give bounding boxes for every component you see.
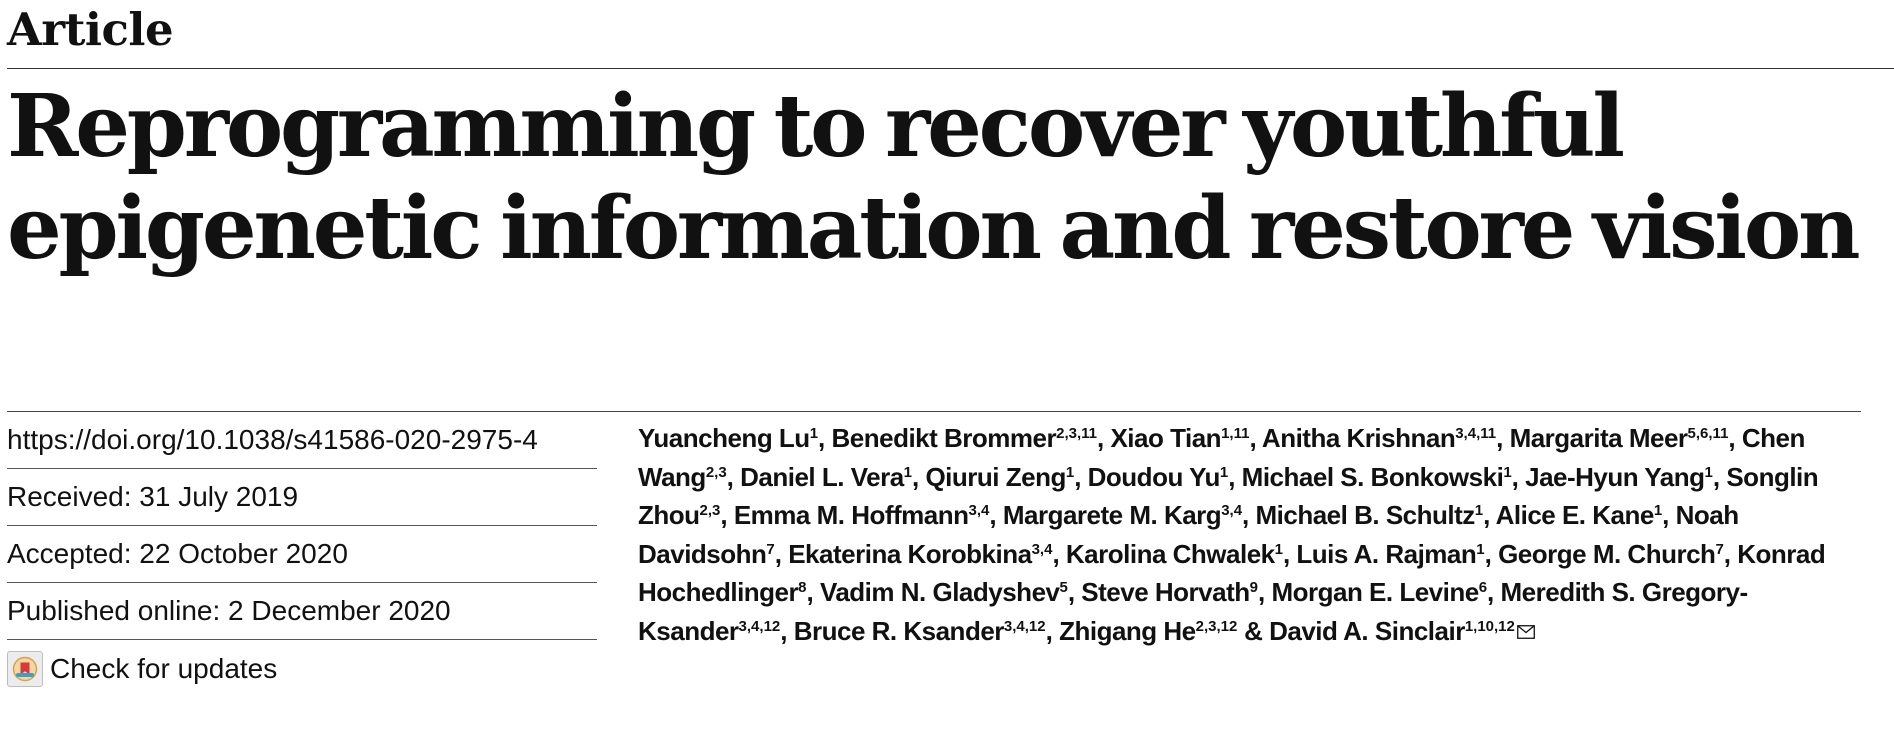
author-affiliation: 1,10,12 [1464,617,1515,635]
author-name[interactable]: Karolina Chwalek [1065,538,1275,569]
author-item[interactable] [1510,423,1729,453]
author-separator: , [1496,423,1510,453]
author-item[interactable] [1256,500,1484,530]
author-affiliation: 3,4 [1031,540,1053,558]
author-name[interactable]: David A. Sinclair [1269,615,1465,646]
author-affiliation: 5 [1059,579,1068,596]
accepted-date: Accepted: 22 October 2020 [7,538,348,569]
author-affiliation: 1 [1704,463,1713,481]
author-separator: & [1237,615,1270,646]
author-item[interactable] [1110,423,1249,453]
author-affiliation: 5,6,11 [1687,425,1729,442]
author-item[interactable] [1242,462,1512,492]
article-metadata [7,412,597,697]
author-affiliation: 3,4,11 [1455,425,1497,442]
author-name[interactable]: Anitha Krishnan [1261,423,1456,453]
author-name[interactable]: Alice E. Kane [1495,500,1654,530]
author-separator: , [912,461,926,492]
accepted-row [7,526,597,583]
title-line-2: epigenetic information and restore vision [7,178,1858,279]
author-affiliation: 3,4 [1221,502,1243,519]
author-item[interactable] [1271,577,1487,607]
author-separator: , [1483,500,1496,530]
author-separator: , [1242,500,1256,530]
author-item[interactable] [1066,539,1283,569]
author-name[interactable]: Daniel L. Vera [740,461,904,492]
doi-row [7,412,597,469]
published-row [7,583,597,640]
author-name[interactable]: Yuancheng Lu [638,423,810,453]
received-date: Received: 31 July 2019 [7,481,299,512]
author-item[interactable] [1525,462,1713,492]
author-name[interactable]: Luis A. Rajman [1296,538,1477,569]
author-item[interactable] [831,423,1097,453]
author-affiliation: 2,3 [699,502,721,519]
author-item[interactable] [794,616,1046,646]
received-row [7,469,597,526]
author-item[interactable] [925,462,1074,492]
author-separator: , [1257,577,1272,607]
title-line-1: Reprogramming to recover youthful [7,76,1622,177]
author-affiliation: 1 [1653,502,1663,519]
author-item[interactable] [1498,539,1724,569]
author-name[interactable]: Vadim N. Gladyshev [819,577,1060,607]
author-separator: , [1723,538,1738,569]
author-name[interactable]: Ekaterina Korobkina [788,538,1032,569]
author-affiliation: 2,3,11 [1056,425,1097,442]
author-affiliation: 1,11 [1221,425,1250,442]
author-separator: , [1487,577,1501,607]
published-date: Published online: 2 December 2020 [7,595,451,626]
article-title [7,76,1887,280]
author-separator: , [1052,538,1066,569]
author-item[interactable] [1496,500,1663,530]
author-item[interactable] [820,577,1068,607]
author-item[interactable] [788,539,1052,569]
author-separator: , [720,500,734,530]
author-name[interactable]: Emma M. Hoffmann [733,500,969,530]
author-affiliation: 1 [1274,540,1283,558]
author-affiliation: 3,4,12 [738,617,781,635]
author-item[interactable] [1296,539,1484,569]
author-affiliation: 1 [1503,463,1512,481]
author-name[interactable]: Steve Horvath [1081,577,1250,607]
author-separator: , [1249,423,1262,453]
author-item[interactable] [1081,577,1258,607]
check-updates-button[interactable] [7,640,597,697]
author-name[interactable]: Xiao Tian [1110,423,1222,453]
author-separator: , [1662,500,1676,530]
author-item[interactable] [1269,616,1535,646]
author-separator: , [780,615,794,646]
author-name[interactable]: Songlin Zhou [638,461,1819,530]
author-item[interactable] [734,500,990,530]
author-name[interactable]: Doudou Yu [1087,461,1220,492]
author-affiliation: 2,3,12 [1195,617,1238,635]
envelope-icon[interactable] [1517,625,1535,639]
author-name[interactable]: George M. Church [1498,538,1716,569]
author-item[interactable] [1088,462,1229,492]
author-affiliation: 7 [766,540,775,558]
author-separator: , [989,500,1003,530]
author-separator: , [1097,423,1111,453]
doi-link[interactable]: https://doi.org/10.1038/s41586-020-2975-4 [7,424,538,455]
author-affiliation: 1 [1474,502,1484,519]
author-affiliation: 1 [1219,463,1229,481]
author-separator: , [806,577,820,607]
author-item[interactable] [1262,423,1496,453]
author-affiliation: 3,4,12 [1003,617,1046,635]
author-name[interactable]: Bruce R. Ksander [793,615,1004,646]
author-name[interactable]: Noah Davidsohn [638,500,1739,569]
author-item[interactable] [1003,500,1242,530]
author-affiliation: 3,4 [968,502,990,519]
author-name[interactable]: Michael S. Bonkowski [1241,461,1504,492]
header-divider [7,68,1894,69]
author-separator: , [726,461,741,492]
author-name[interactable]: Morgan E. Levine [1271,577,1479,607]
author-separator: , [774,538,789,569]
check-updates-label[interactable]: Check for updates [50,652,278,684]
author-affiliation: 7 [1715,540,1724,558]
author-name[interactable]: Chen Wang [638,423,1805,492]
author-separator: , [1484,538,1499,569]
author-name[interactable]: Michael B. Schultz [1255,500,1475,530]
author-affiliation: 6 [1478,579,1488,596]
author-affiliation: 2,3 [705,463,727,481]
author-name[interactable]: Benedikt Brommer [831,423,1057,453]
author-separator: , [1728,423,1742,453]
crossmark-icon[interactable] [7,651,43,687]
author-separator: , [1067,577,1082,607]
author-name[interactable]: Konrad Hochedlinger [638,538,1826,607]
author-list [638,419,1883,650]
author-separator: , [1045,615,1060,646]
author-item[interactable] [638,423,818,453]
author-affiliation: 9 [1249,579,1258,596]
author-separator: , [818,423,832,453]
author-separator: , [1511,461,1526,492]
author-item[interactable] [740,462,912,492]
author-separator: , [1282,538,1297,569]
author-affiliation: 8 [798,579,807,596]
author-affiliation: 1 [1476,540,1485,558]
author-affiliation: 1 [1065,463,1075,481]
author-separator: , [1712,461,1727,492]
author-affiliation: 1 [809,425,819,442]
author-affiliation: 1 [903,463,912,481]
author-item[interactable] [1059,616,1237,646]
author-name[interactable]: Meredith S. Gregory-Ksander [638,577,1748,646]
author-name[interactable]: Jae-Hyun Yang [1525,461,1705,492]
author-separator: , [1074,461,1088,492]
author-name[interactable]: Qiurui Zeng [925,461,1066,492]
author-name[interactable]: Zhigang He [1059,615,1196,646]
author-name[interactable]: Margarita Meer [1509,423,1688,453]
author-name[interactable]: Margarete M. Karg [1002,500,1222,530]
author-separator: , [1228,461,1242,492]
article-type-label: Article [7,3,174,56]
